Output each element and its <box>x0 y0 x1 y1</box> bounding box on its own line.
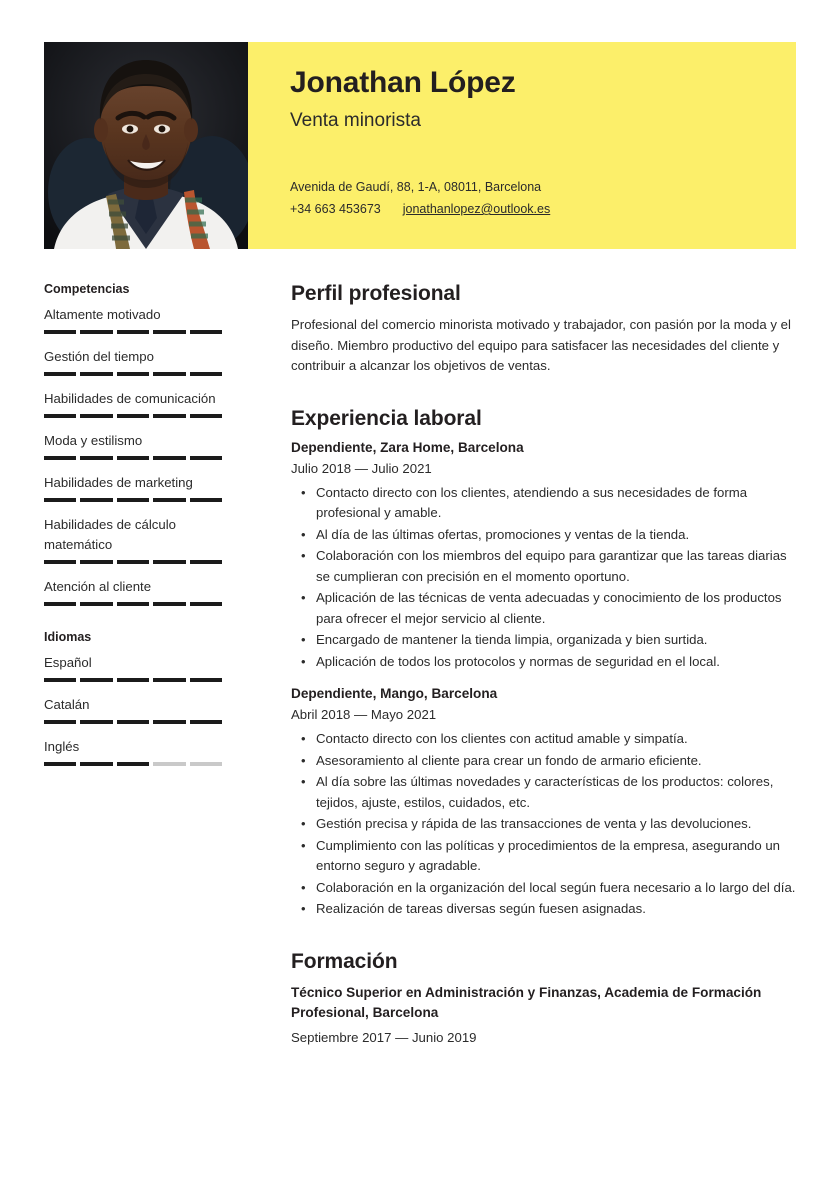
rating-segment <box>44 602 76 606</box>
rating-segment <box>153 498 185 502</box>
rating-segment <box>190 678 222 682</box>
rating-segment <box>190 498 222 502</box>
job-heading: Dependiente, Zara Home, Barcelona <box>291 439 524 455</box>
language-item <box>44 737 224 766</box>
skill-label: Habilidades de marketing <box>44 475 193 490</box>
rating-segment <box>80 602 112 606</box>
profile-section-title: Perfil profesional <box>291 282 461 305</box>
rating-segment <box>117 372 149 376</box>
rating-segment <box>44 456 76 460</box>
job-entry <box>291 686 796 920</box>
header-banner <box>248 42 796 249</box>
rating-segment <box>117 560 149 564</box>
rating-segment <box>80 456 112 460</box>
main-column <box>291 282 796 1045</box>
rating-segment <box>153 456 185 460</box>
language-rating-bar <box>44 762 222 766</box>
rating-segment <box>80 330 112 334</box>
rating-segment <box>117 330 149 334</box>
job-bullet: • Al día de las últimas ofertas, promociones y ventas de la tienda. <box>291 525 796 546</box>
skill-label: Altamente motivado <box>44 307 161 322</box>
skill-item <box>44 431 224 460</box>
skill-label: Atención al cliente <box>44 579 152 594</box>
contact-email[interactable]: jonathanlopez@outlook.es <box>402 202 551 216</box>
profile-photo <box>44 42 248 249</box>
language-item <box>44 653 224 682</box>
rating-segment <box>80 498 112 502</box>
rating-segment <box>44 762 76 766</box>
contact-row <box>290 202 550 216</box>
education-section-title: Formación <box>291 949 398 973</box>
rating-segment <box>44 414 76 418</box>
language-label: Inglés <box>44 739 80 754</box>
job-bullet: • Contacto directo con los clientes, atendiendo a sus necesidades de forma profesional y amable. <box>291 483 796 524</box>
languages-list <box>44 653 224 766</box>
rating-segment <box>117 602 149 606</box>
rating-segment <box>190 414 222 418</box>
rating-segment <box>117 762 149 766</box>
skill-label: Moda y estilismo <box>44 433 143 448</box>
job-bullet: • Aplicación de todos los protocolos y normas de seguridad en el local. <box>291 652 796 673</box>
rating-segment <box>117 720 149 724</box>
rating-segment <box>190 560 222 564</box>
skill-rating-bar <box>44 498 222 502</box>
job-bullet: • Colaboración en la organización del local según fuera necesario a lo largo del día. <box>291 878 796 899</box>
rating-segment <box>44 720 76 724</box>
languages-heading: Idiomas <box>44 630 92 644</box>
job-dates: Abril 2018 — Mayo 2021 <box>291 707 437 722</box>
rating-segment <box>153 678 185 682</box>
job-bullet: • Gestión precisa y rápida de las transacciones de venta y las devoluciones. <box>291 814 796 835</box>
skill-rating-bar <box>44 560 222 564</box>
skill-rating-bar <box>44 456 222 460</box>
job-bullet: • Colaboración con los miembros del equipo para garantizar que las tareas diarias se cumplieran con precisión en el momento oportuno. <box>291 546 796 587</box>
skill-label: Gestión del tiempo <box>44 349 154 364</box>
profile-text: Profesional del comercio minorista motivado y trabajador, con pasión por la moda y el diseño. Miembro productivo del equipo para satisfacer las necesidades del cliente y contribuir a alcanzar los objetivos de ventas. <box>291 317 791 373</box>
language-rating-bar <box>44 678 222 682</box>
candidate-name: Jonathan López <box>290 66 516 99</box>
job-heading: Dependiente, Mango, Barcelona <box>291 686 498 701</box>
rating-segment <box>190 762 222 766</box>
skill-rating-bar <box>44 414 222 418</box>
job-bullet: • Cumplimiento con las políticas y procedimientos de la empresa, asegurando un entorno seguro y agradable. <box>291 836 796 877</box>
job-bullet: • Al día sobre las últimas novedades y características de los productos: colores, tejidos, ajuste, estilos, cuidados, etc. <box>291 772 796 813</box>
rating-segment <box>80 678 112 682</box>
rating-segment <box>153 330 185 334</box>
job-dates: Julio 2018 — Julio 2021 <box>291 460 432 476</box>
job-bullet: • Contacto directo con los clientes con actitud amable y simpatía. <box>291 729 796 750</box>
rating-segment <box>190 372 222 376</box>
rating-segment <box>44 372 76 376</box>
rating-segment <box>153 560 185 564</box>
rating-segment <box>153 720 185 724</box>
skill-label: Habilidades de comunicación <box>44 391 216 406</box>
skill-item <box>44 577 224 606</box>
skills-heading: Competencias <box>44 282 130 296</box>
contact-address: Avenida de Gaudí, 88, 1-A, 08011, Barcelona <box>290 180 542 194</box>
skill-item <box>44 389 224 418</box>
rating-segment <box>80 720 112 724</box>
skill-item <box>44 347 224 376</box>
rating-segment <box>80 414 112 418</box>
rating-segment <box>44 498 76 502</box>
rating-segment <box>190 720 222 724</box>
rating-segment <box>80 372 112 376</box>
rating-segment <box>153 372 185 376</box>
rating-segment <box>153 762 185 766</box>
rating-segment <box>117 678 149 682</box>
rating-segment <box>44 560 76 564</box>
skill-rating-bar <box>44 372 222 376</box>
rating-segment <box>44 678 76 682</box>
education-dates: Septiembre 2017 — Junio 2019 <box>291 1029 477 1045</box>
rating-segment <box>117 456 149 460</box>
resume-header <box>44 42 796 249</box>
job-bullet-list <box>291 483 796 673</box>
experience-section-title: Experiencia laboral <box>291 406 482 430</box>
rating-segment <box>153 414 185 418</box>
rating-segment <box>190 330 222 334</box>
job-bullet: • Realización de tareas diversas según fuesen asignadas. <box>291 899 796 920</box>
experience-list <box>291 440 796 920</box>
job-bullet: • Asesoramiento al cliente para crear un fondo de armario eficiente. <box>291 751 796 772</box>
education-degree: Técnico Superior en Administración y Finanzas, Academia de Formación Profesional, Barcelona <box>291 984 762 1020</box>
language-label: Español <box>44 655 92 670</box>
rating-segment <box>153 602 185 606</box>
language-rating-bar <box>44 720 222 724</box>
skills-list <box>44 305 224 606</box>
rating-segment <box>80 560 112 564</box>
rating-segment <box>190 456 222 460</box>
job-bullet: • Aplicación de las técnicas de venta adecuadas y conocimiento de los productos para ofrecer el mejor servicio al cliente. <box>291 588 796 629</box>
contact-phone: +34 663 453673 <box>290 202 381 216</box>
candidate-job-title: Venta minorista <box>290 110 421 131</box>
job-bullet-list <box>291 729 796 920</box>
sidebar <box>44 282 224 779</box>
rating-segment <box>80 762 112 766</box>
rating-segment <box>44 330 76 334</box>
skill-item <box>44 473 224 502</box>
skill-item <box>44 305 224 334</box>
skill-item <box>44 515 224 564</box>
skill-label: Habilidades de cálculo matemático <box>44 517 176 552</box>
rating-segment <box>117 498 149 502</box>
rating-segment <box>190 602 222 606</box>
rating-segment <box>117 414 149 418</box>
language-item <box>44 695 224 724</box>
job-bullet: • Encargado de mantener la tienda limpia, organizada y bien surtida. <box>291 630 796 651</box>
language-label: Catalán <box>44 697 90 712</box>
job-entry <box>291 440 796 673</box>
skill-rating-bar <box>44 330 222 334</box>
skill-rating-bar <box>44 602 222 606</box>
